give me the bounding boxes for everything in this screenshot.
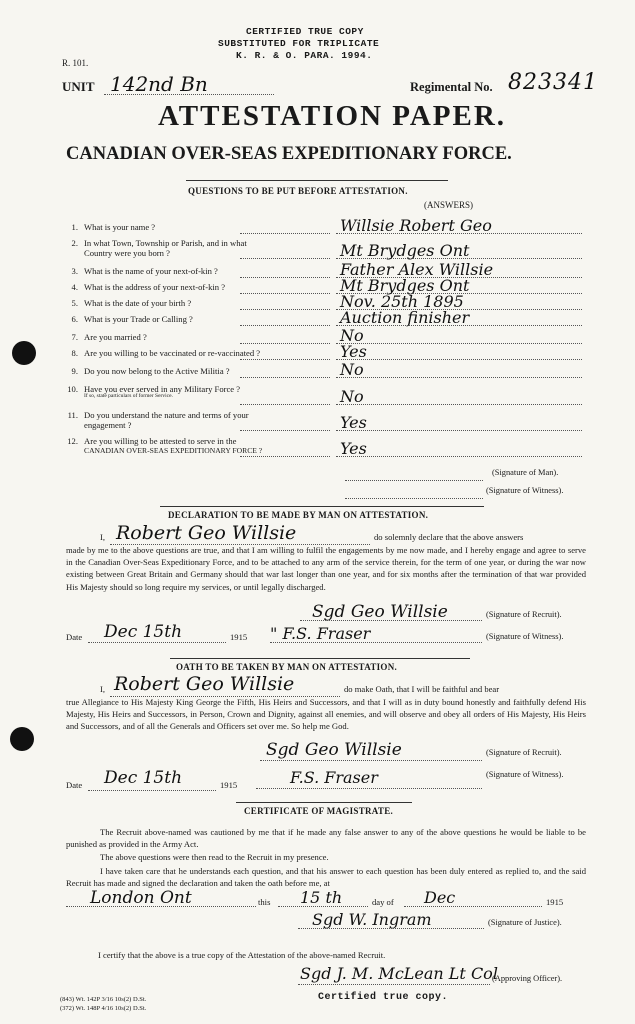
question-text-line-2: If so, state particulars of former Service.	[84, 393, 173, 399]
question-text: Have you ever served in any Military Force ?	[84, 384, 241, 394]
magistrate-place-line	[66, 906, 256, 907]
oath-header: OATH TO BE TAKEN BY MAN ON ATTESTATION.	[176, 662, 398, 672]
answer-handwritten: Yes	[340, 342, 367, 361]
answer-handwritten: No	[340, 326, 364, 345]
question-number: 8.	[71, 348, 78, 358]
declaration-header: DECLARATION TO BE MADE BY MAN ON ATTESTATION.	[168, 510, 429, 520]
page-subtitle: CANADIAN OVER-SEAS EXPEDITIONARY FORCE.	[66, 144, 512, 164]
declaration-witness-signature: " F.S. Fraser	[270, 624, 371, 643]
declaration-date-label: Date	[66, 632, 83, 642]
certified-copy-stamp: Certified true copy.	[318, 992, 449, 1003]
magistrate-header: CERTIFICATE OF MAGISTRATE.	[244, 806, 394, 816]
stamp-line-3: K. R. & O. PARA. 1994.	[236, 50, 373, 61]
magistrate-p2: The above questions were then read to the Recruit in my presence.	[100, 852, 329, 862]
justice-signature: Sgd W. Ingram	[312, 910, 432, 929]
question-text: Do you now belong to the Active Militia ?	[84, 366, 230, 376]
question-number: 7.	[71, 332, 78, 342]
questions-header: QUESTIONS TO BE PUT BEFORE ATTESTATION.	[188, 186, 408, 196]
declaration-divider	[160, 506, 484, 507]
question-number: 9.	[71, 366, 78, 376]
question-number: 10.	[67, 384, 78, 394]
sig-witness-label: (Signature of Witness).	[486, 486, 564, 495]
magistrate-this: this	[258, 897, 271, 907]
question-leader-dots	[240, 293, 330, 294]
question-leader-dots	[240, 456, 330, 457]
declaration-witness-line	[270, 642, 482, 643]
answer-line	[336, 359, 582, 360]
oath-name: Robert Geo Willsie	[114, 673, 295, 695]
top-divider	[186, 180, 448, 181]
magistrate-month-line	[404, 906, 542, 907]
answer-line	[336, 456, 582, 457]
form-code: R. 101.	[62, 58, 89, 68]
magistrate-year: 1915	[546, 897, 564, 907]
question-leader-dots	[240, 377, 330, 378]
question-text: Are you married ?	[84, 332, 147, 342]
question-text: What is your Trade or Calling ?	[84, 314, 193, 324]
oath-recruit-signature: Sgd Geo Willsie	[266, 740, 402, 760]
oath-witness-label: (Signature of Witness).	[486, 770, 564, 779]
oath-date: Dec 15th	[104, 768, 183, 788]
question-number: 4.	[71, 282, 78, 292]
question-number: 5.	[71, 298, 78, 308]
question-leader-dots	[240, 277, 330, 278]
oath-i: I,	[100, 684, 106, 694]
answer-handwritten: Mt Brydges Ont	[340, 241, 470, 260]
question-text: Are you willing to be attested to serve in the	[84, 436, 237, 446]
magistrate-p1: The Recruit above-named was cautioned by me that if he made any false answer to any of the above questions he would be liable to be punished as provided in the Army Act.	[66, 827, 586, 850]
stamp-line-2: SUBSTITUTED FOR TRIPLICATE	[218, 38, 380, 49]
sig-man-line	[345, 480, 483, 481]
answer-line	[336, 258, 582, 259]
question-leader-dots	[240, 430, 330, 431]
stamp-line-1: CERTIFIED TRUE COPY	[246, 26, 364, 37]
answer-handwritten: Yes	[340, 439, 367, 458]
oath-witness-signature: F.S. Fraser	[290, 768, 378, 787]
declaration-year: 1915	[230, 632, 248, 642]
declaration-recruit-label: (Signature of Recruit).	[486, 610, 562, 619]
magistrate-p3: I have taken care that he understands each question, and that his answer to each question has been duly entered as replied to, and the said Recruit has made and signed the declaration and taken the oath before me, at	[66, 866, 586, 889]
question-leader-dots	[240, 258, 330, 259]
answer-line	[336, 343, 582, 344]
declaration-recruit-signature: Sgd Geo Willsie	[312, 602, 448, 622]
declaration-recruit-line	[300, 620, 482, 621]
question-text: What is the address of your next-of-kin ?	[84, 282, 226, 292]
oath-body: true Allegiance to His Majesty King George the Fifth, His Heirs and Successors, and that I will as in duty bound honestly and faithfully defend His Majesty, His Heirs and Successors, in Person, Crown and Dignity, against all enemies, and will observe and obey all orders of His Majesty, His Heirs and Successors, and of all the Generals and Officers set over me. So help me God.	[66, 697, 586, 732]
question-leader-dots	[240, 359, 330, 360]
unit-value: 142nd Bn	[110, 72, 208, 96]
sig-man-label: (Signature of Man).	[492, 468, 559, 477]
answer-handwritten: No	[340, 360, 364, 379]
question-leader-dots	[240, 325, 330, 326]
regimental-label: Regimental No.	[410, 80, 493, 94]
oath-witness-line	[256, 788, 482, 789]
question-text-line-2: engagement ?	[84, 420, 132, 430]
officer-label: (Approving Officer).	[492, 974, 563, 983]
unit-label: UNIT	[62, 79, 95, 94]
question-text-line-2: Country were you born ?	[84, 248, 170, 258]
officer-line	[298, 984, 490, 985]
punch-hole-bottom	[10, 727, 34, 751]
declaration-body: made by me to the above questions are true, and that I am willing to fulfil the engagements by me now made, and I hereby engage and agree to serve in the Canadian Over-Seas Expeditionary Force, and to be attached to any arm of the service therein, for the term of one year, or during the war now existing between Great Britain and Germany should that war last longer than one year, and for six months after the termination of that war provided His Majesty should so long require my services, or until legally discharged.	[66, 545, 586, 592]
unit-line	[104, 94, 274, 95]
answer-line	[336, 377, 582, 378]
answer-handwritten: Yes	[340, 413, 367, 432]
justice-label: (Signature of Justice).	[488, 918, 562, 927]
declaration-date-line	[88, 642, 226, 643]
certify-statement: I certify that the above is a true copy of the Attestation of the above-named Recruit.	[98, 950, 386, 960]
question-text: Are you willing to be vaccinated or re-vaccinated ?	[84, 348, 261, 358]
answer-handwritten: Auction finisher	[340, 308, 470, 327]
question-number: 12.	[67, 436, 78, 446]
question-text: What is the name of your next-of-kin ?	[84, 266, 218, 276]
answer-line	[336, 233, 582, 234]
question-leader-dots	[240, 404, 330, 405]
answer-handwritten: Nov. 25th 1895	[340, 292, 464, 311]
sig-witness-line	[345, 498, 483, 499]
oath-recruit-line	[260, 760, 482, 761]
answer-line	[336, 404, 582, 405]
magistrate-day-of: day of	[372, 897, 394, 907]
magistrate-month: Dec	[424, 888, 456, 907]
question-text: In what Town, Township or Parish, and in what	[84, 238, 247, 248]
question-leader-dots	[240, 343, 330, 344]
question-leader-dots	[240, 233, 330, 234]
declaration-line1: do solemnly declare that the above answers	[374, 532, 524, 542]
question-text: What is your name ?	[84, 222, 156, 232]
declaration-i: I,	[100, 532, 106, 542]
question-number: 1.	[71, 222, 78, 232]
declaration-witness-label: (Signature of Witness).	[486, 632, 564, 641]
question-leader-dots	[240, 309, 330, 310]
question-text: Do you understand the nature and terms of your	[84, 410, 249, 420]
magistrate-day: 15 th	[300, 888, 343, 907]
question-number: 11.	[67, 410, 78, 420]
footer-print-line-2: (372) Wt. 148P 4/16 10s(2) D.St.	[60, 1005, 147, 1012]
regimental-value: 823341	[508, 70, 598, 95]
question-number: 3.	[71, 266, 78, 276]
punch-hole-top	[12, 341, 36, 365]
justice-line	[298, 928, 484, 929]
oath-date-label: Date	[66, 780, 83, 790]
answer-line	[336, 430, 582, 431]
magistrate-divider	[236, 802, 412, 803]
oath-divider	[170, 658, 470, 659]
answer-handwritten: Father Alex Willsie	[340, 260, 494, 279]
magistrate-day-line	[278, 906, 368, 907]
page-title: ATTESTATION PAPER.	[158, 100, 507, 132]
oath-date-line	[88, 790, 216, 791]
officer-signature: Sgd J. M. McLean Lt Col	[300, 964, 498, 983]
oath-line1: do make Oath, that I will be faithful and bear	[344, 684, 500, 694]
footer-print-line-1: (843) Wt. 142P 3/16 10s(2) D.St.	[60, 996, 147, 1003]
answer-handwritten: Mt Brydges Ont	[340, 276, 470, 295]
answer-handwritten: Willsie Robert Geo	[340, 216, 492, 235]
oath-year: 1915	[220, 780, 238, 790]
answer-handwritten: No	[340, 387, 364, 406]
declaration-date: Dec 15th	[104, 622, 183, 642]
question-text: What is the date of your birth ?	[84, 298, 192, 308]
oath-recruit-label: (Signature of Recruit).	[486, 748, 562, 757]
answer-line	[336, 325, 582, 326]
magistrate-place: London Ont	[90, 888, 192, 908]
answers-header: (ANSWERS)	[424, 200, 473, 210]
question-number: 6.	[71, 314, 78, 324]
question-number: 2.	[71, 238, 78, 248]
declaration-name: Robert Geo Willsie	[116, 522, 297, 544]
question-text-line-2: CANADIAN OVER-SEAS EXPEDITIONARY FORCE ?	[84, 446, 263, 455]
